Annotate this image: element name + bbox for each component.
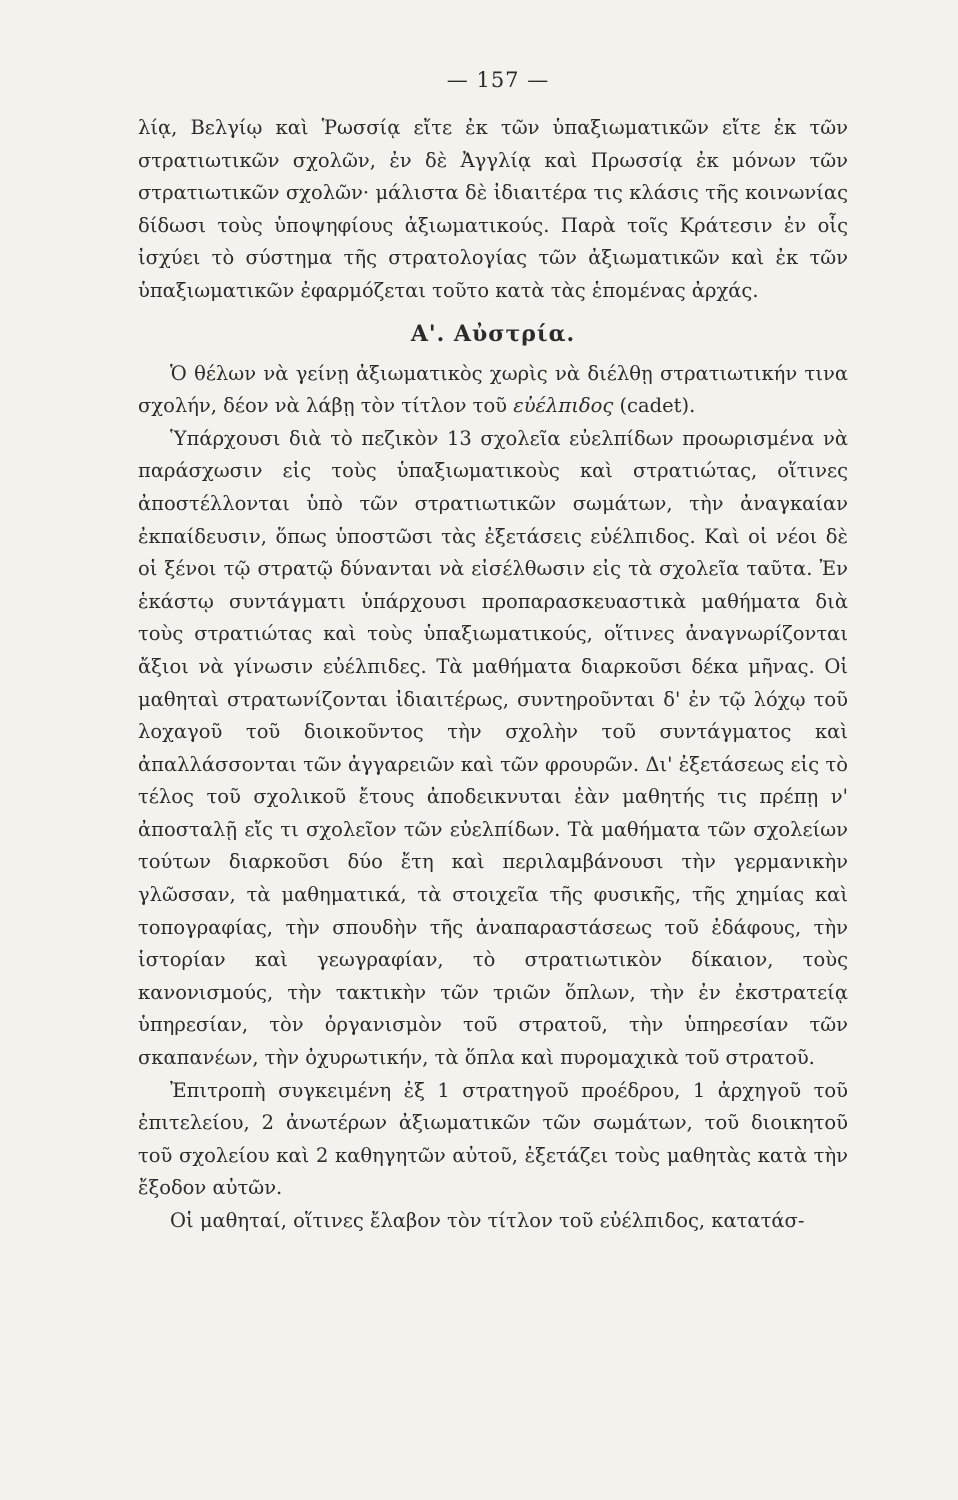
paragraph-cadet-end: (cadet). — [613, 394, 696, 418]
paragraph-schools: Ὑπάρχουσι διὰ τὸ πεζικὸν 13 σχολεῖα εὐελπίδων προωρισμένα νὰ παράσχωσιν εἰς τοὺς ὑπαξιωματικοὺς καὶ στρατιώτας, οἵτινες ἀποστέλλονται ὑπὸ τῶν στρατιωτικῶν σωμάτων, τὴν ἀναγκαίαν ἐκπαίδευσιν, ὅπως ὑποστῶσι τὰς ἐξετάσεις εὐέλπιδος. Καὶ οἱ νέοι δὲ οἱ ξένοι τῷ στρατῷ δύνανται νὰ εἰσέλθωσιν εἰς τὰ σχολεῖα ταῦτα. Ἐν ἑκάστῳ συντάγματι ὑπάρχουσι προπαρασκευαστικὰ μαθήματα διὰ τοὺς στρατιώτας καὶ τοὺς ὑπαξιωματικούς, οἵτινες ἀναγνωρίζονται ἄξιοι νὰ γίνωσιν εὐέλπιδες. Τὰ μαθήματα διαρκοῦσι δέκα μῆνας. Οἱ μαθηταὶ στρατωνίζονται ἰδιαιτέρως, συντηροῦνται δ' ἐν τῷ λόχῳ τοῦ λοχαγοῦ τοῦ διοικοῦντος τὴν σχολὴν τοῦ συντάγματος καὶ ἀπαλλάσσονται τῶν ἀγγαρειῶν καὶ τῶν φρουρῶν. Δι' ἐξετάσεως εἰς τὸ τέλος τοῦ σχολικοῦ ἔτους ἀποδεικνυται ἐὰν μαθητής τις πρέπῃ ν' ἀποσταλῇ εἴς τι σχολεῖον τῶν εὐελπίδων. Τὰ μαθήματα τῶν σχολείων τούτων διαρκοῦσι δύο ἔτη καὶ περιλαμβάνουσι τὴν γερμανικὴν γλῶσσαν, τὰ μαθηματικά, τὰ στοιχεῖα τῆς φυσικῆς, τῆς χημίας καὶ τοπογραφίας, τὴν σπουδὴν τῆς ἀναπαραστάσεως τοῦ ἐδάφους, τὴν ἱστορίαν καὶ γεωγραφίαν, τὸ στρατιωτικὸν δίκαιον, τοὺς κανονισμούς, τὴν τακτικὴν τῶν τριῶν ὅπλων, τὴν ἐν ἐκστρατείᾳ ὑπηρεσίαν, τὸν ὀργανισμὸν τοῦ στρατοῦ, τὴν ὑπηρεσίαν τῶν σκαπανέων, τὴν ὀχυρωτικήν, τὰ ὅπλα καὶ πυρομαχικὰ τοῦ στρατοῦ. — [138, 426, 848, 1070]
paragraph-students: Οἱ μαθηταί, οἵτινες ἔλαβον τὸν τίτλον τοῦ εὐέλπιδος, κατατάσ- — [170, 1209, 805, 1232]
paragraph-cadet-text: Ὁ θέλων νὰ γείνῃ ἀξιωματικὸς χωρὶς νὰ διέλθῃ στρατιωτικήν τινα σχολήν, δέον νὰ λάβῃ τὸν τίτλον τοῦ — [138, 361, 848, 418]
section-heading: Α'. Αὐστρία. — [410, 320, 576, 347]
page-number: — 157 — — [446, 68, 550, 92]
paragraph-cadet — [138, 358, 848, 423]
paragraph-committee: Ἐπιτροπὴ συγκειμένη ἐξ 1 στρατηγοῦ προέδρου, 1 ἀρχηγοῦ τοῦ ἐπιτελείου, 2 ἀνωτέρων ἀξιωματικῶν τῶν σωμάτων, τοῦ διοικητοῦ τοῦ σχολείου καὶ 2 καθηγητῶν αὐτοῦ, ἐξετάζει τοὺς μαθητὰς κατὰ τὴν ἔξοδον αὐτῶν. — [138, 1078, 848, 1200]
paragraph-intro: λίᾳ, Βελγίῳ καὶ Ῥωσσίᾳ εἴτε ἐκ τῶν ὑπαξιωματικῶν εἴτε ἐκ τῶν στρατιωτικῶν σχολῶν, ἐν δὲ Ἀγγλίᾳ καὶ Πρωσσίᾳ ἐκ μόνων τῶν στρατιωτικῶν σχολῶν· μάλιστα δὲ ἰδιαιτέρα τις κλάσις τῆς κοινωνίας δίδωσι τοὺς ὑποψηφίους ἀξιωματικούς. Παρὰ τοῖς Κράτεσιν ἐν οἷς ἰσχύει τὸ σύστημα τῆς στρατολογίας τῶν ἀξιωματικῶν καὶ ἐκ τῶν ὑπαξιωματικῶν ἐφαρμόζεται τοῦτο κατὰ τὰς ἑπομένας ἀρχάς. — [138, 116, 848, 302]
italic-term: εὐέλπιδος — [513, 394, 614, 418]
